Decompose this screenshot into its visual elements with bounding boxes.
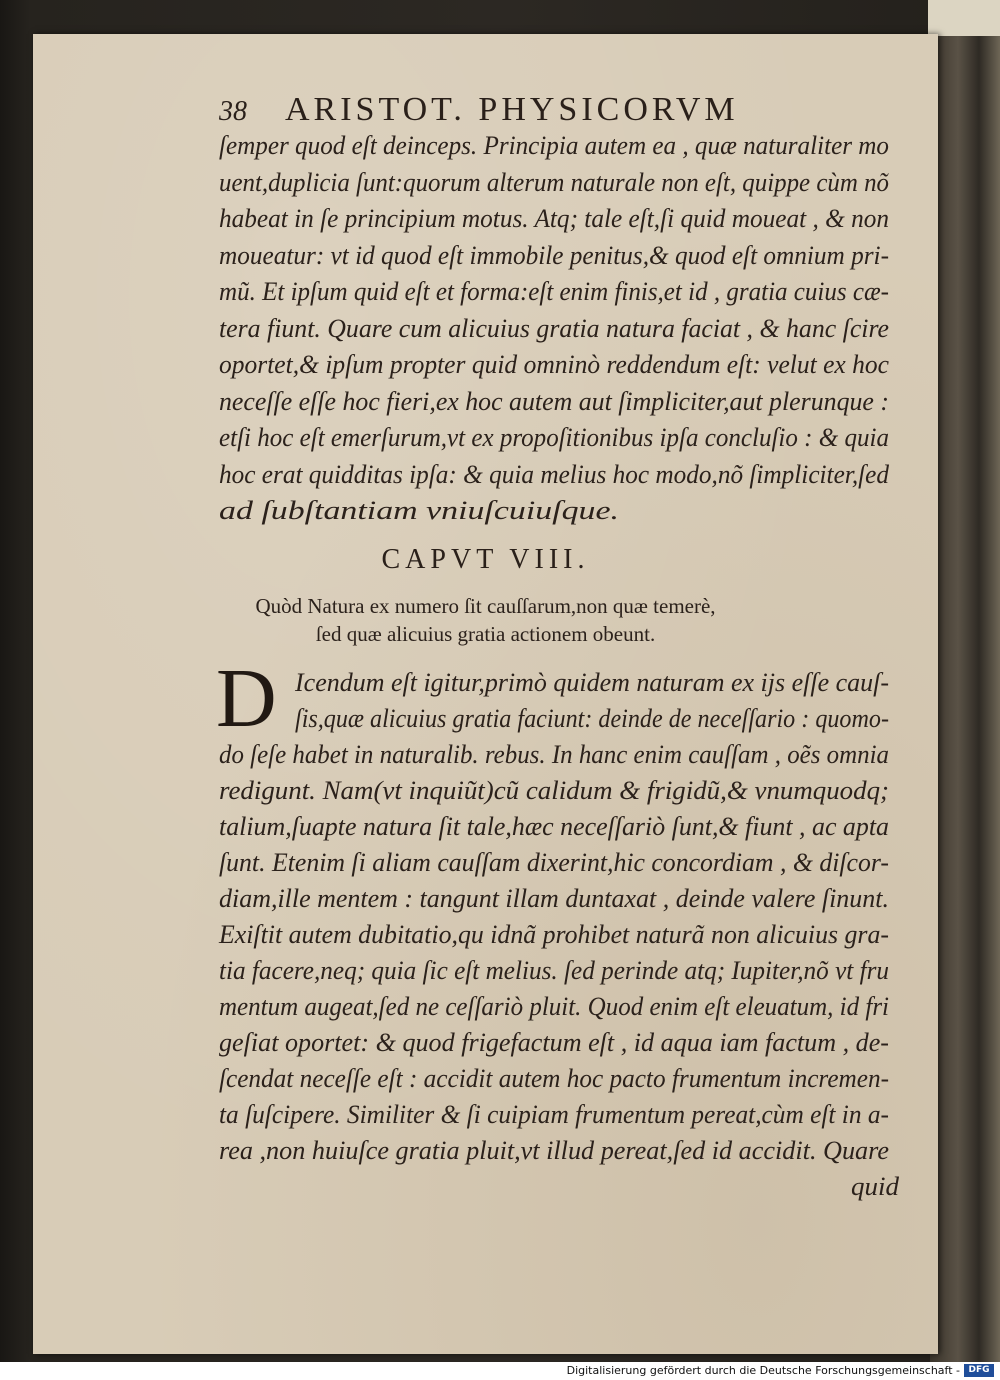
corner-tab bbox=[928, 0, 1000, 36]
text-line: ſunt. Etenim ſi aliam cauſſam dixerint,hic concordiam , & diſcor- bbox=[219, 848, 889, 877]
text-line: mũ. Et ipſum quid eſt et forma:eſt enim finis,et id , gratia cuius cæ- bbox=[219, 277, 889, 306]
text-line: etſi hoc eſt emerſurum,vt ex propoſitionibus ipſa concluſio : & quia bbox=[219, 423, 889, 452]
text-line: tia facere,neq; quia ſic eſt melius. ſed perinde atq; Iupiter,nõ vt fru bbox=[219, 956, 889, 985]
running-title: ARISTOT. PHYSICORVM bbox=[285, 91, 739, 128]
text-line: ta ſuſcipere. Similiter & ſi cuipiam frumentum pereat,cùm eſt in a- bbox=[219, 1100, 889, 1129]
chapter-summary-line: ſed quæ alicuius gratia actionem obeunt. bbox=[315, 622, 656, 646]
footer-credit: Digitalisierung gefördert durch die Deutsche Forschungsgemeinschaft - bbox=[566, 1364, 960, 1377]
catchword: quid bbox=[851, 1172, 899, 1201]
page-number: 38 bbox=[219, 96, 247, 127]
text-line: habeat in ſe principium motus. Atq; tale eſt,ſi quid moueat , & non bbox=[219, 204, 889, 233]
text-line: rea ,non huiuſce gratia pluit,vt illud pereat,ſed id accidit. Quare bbox=[219, 1136, 889, 1165]
text-line: hoc erat quidditas ipſa: & quia melius hoc modo,nõ ſimpliciter,ſed bbox=[219, 460, 889, 489]
text-line: geſiat oportet: & quod frigefactum eſt , id aqua iam factum , de- bbox=[219, 1028, 889, 1057]
text-line: ſemper quod eſt deinceps. Principia autem ea , quæ naturaliter mo bbox=[219, 131, 889, 160]
text-line: moueatur: vt id quod eſt immobile penitus,& quod eſt omnium pri- bbox=[219, 241, 889, 270]
text-line: ad ſubſtantiam vniuſcuiuſque. bbox=[219, 496, 619, 525]
chapter-title: CAPVT VIII. bbox=[381, 544, 590, 575]
text-line: Exiſtit autem dubitatio,qu idnã prohibet naturã non alicuius gra- bbox=[219, 920, 889, 949]
running-head bbox=[219, 91, 739, 129]
book-page bbox=[33, 34, 938, 1354]
drop-cap: D bbox=[216, 652, 277, 745]
text-line: diam,ille mentem : tangunt illam duntaxat , deinde valere ſinunt. bbox=[219, 884, 889, 913]
text-line: tera fiunt. Quare cum alicuius gratia natura faciat , & hanc ſcire bbox=[219, 314, 889, 343]
chapter-summary-line: Quòd Natura ex numero ſit cauſſarum,non quæ temerè, bbox=[255, 594, 716, 618]
text-line: talium,ſuapte natura ſit tale,hæc neceſſariò ſunt,& fiunt , ac apta bbox=[219, 812, 889, 841]
text-line: do ſeſe habet in naturalib. rebus. In hanc enim cauſſam , oẽs omnia bbox=[219, 740, 889, 769]
text-line: neceſſe eſſe hoc fieri,ex hoc autem aut ſimpliciter,aut plerunque : bbox=[219, 387, 889, 416]
text-line: mentum augeat,ſed ne ceſſariò pluit. Quod enim eſt eleuatum, id fri bbox=[219, 992, 889, 1021]
book-page-edge bbox=[930, 0, 1000, 1362]
text-line: Icendum eſt igitur,primò quidem naturam ex ijs eſſe cauſ- bbox=[295, 668, 889, 697]
text-line: ſis,quæ alicuius gratia faciunt: deinde de neceſſario : quomo- bbox=[295, 704, 889, 733]
dfg-logo-icon: DFG bbox=[964, 1364, 994, 1377]
text-line: ſcendat neceſſe eſt : accidit autem hoc pacto frumentum incremen- bbox=[219, 1064, 889, 1093]
text-line: uent,duplicia ſunt:quorum alterum naturale non eſt, quippe cùm nõ bbox=[219, 168, 889, 197]
text-line: oportet,& ipſum propter quid omninò reddendum eſt: velut ex hoc bbox=[219, 350, 889, 379]
text-line: redigunt. Nam(vt inquiũt)cũ calidum & frigidũ,& vnumquodq; bbox=[219, 776, 889, 805]
